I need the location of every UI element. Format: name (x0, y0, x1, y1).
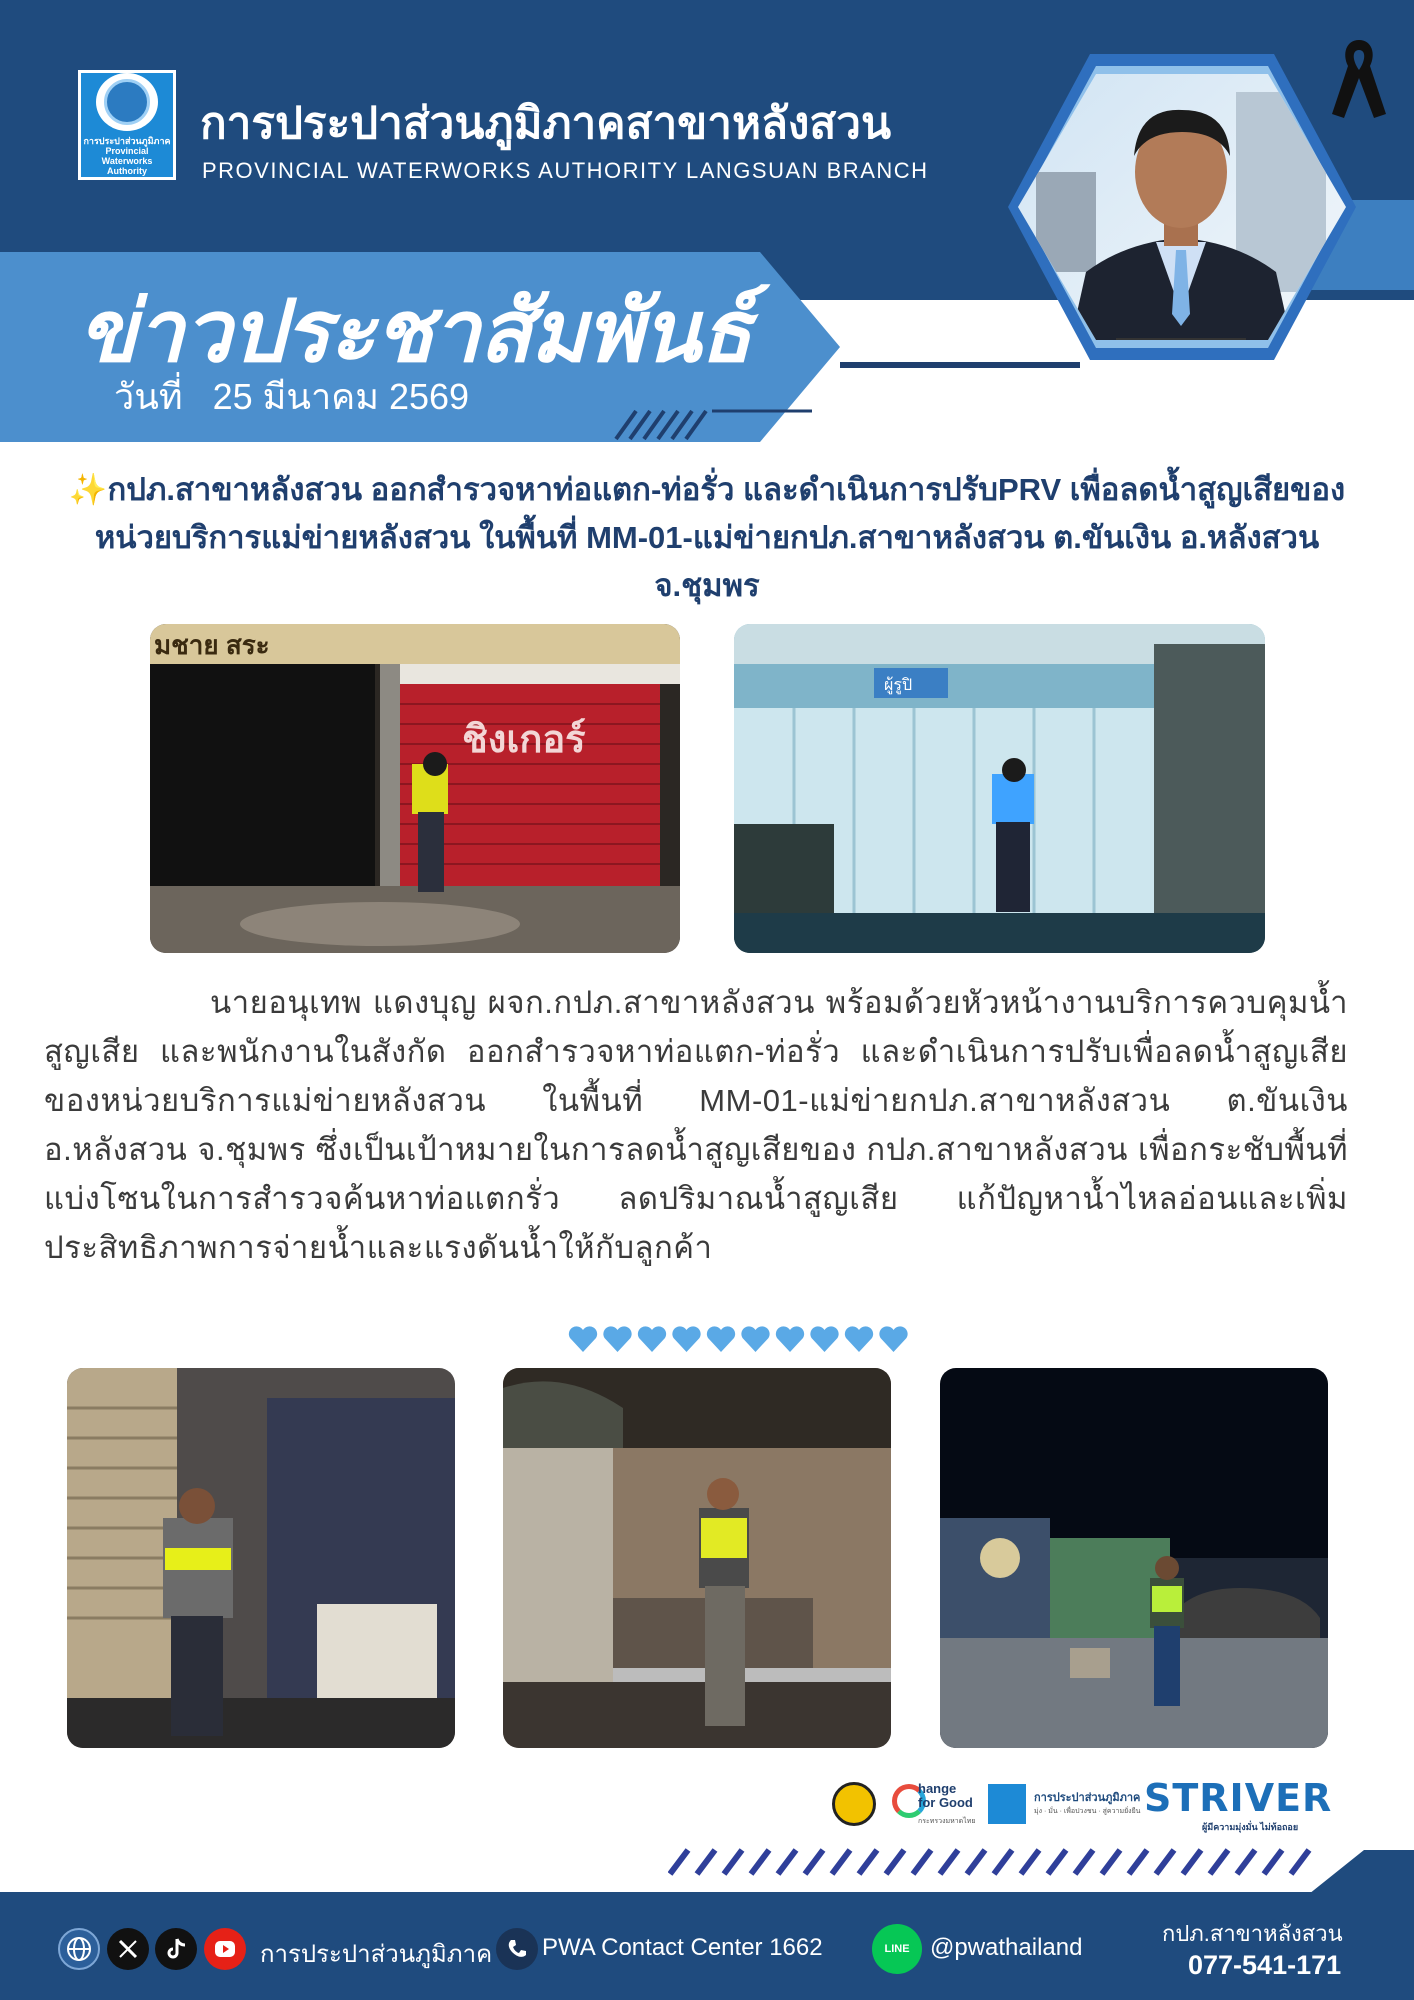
pwa-logo (78, 70, 176, 180)
stripe (1264, 1850, 1282, 1874)
cfg-line2: for Good (918, 1795, 973, 1810)
hearts-row-icon (565, 1320, 915, 1356)
line-badge: LINE (884, 1943, 910, 1955)
partner-logos (828, 1776, 1338, 1832)
shop-sign: ชิงเกอร์ (462, 719, 586, 761)
photo-shopfront-inspection (150, 624, 680, 953)
heart-icon (638, 1326, 666, 1352)
youtube-icon[interactable] (204, 1928, 246, 1970)
pwa-partner-sub: มุ่ง · มั่น · เพื่อปวงชน · สู่ความยั่งยืน (1034, 1808, 1141, 1815)
stripe (1075, 1850, 1093, 1874)
org-name-english: PROVINCIAL WATERWORKS AUTHORITY LANGSUAN BRANCH (202, 158, 929, 183)
wall-sign: ผู้รูปิ (884, 677, 913, 694)
photo-pipe-check (503, 1368, 891, 1748)
stripe (1237, 1850, 1255, 1874)
stripe (886, 1850, 904, 1874)
stripe (778, 1850, 796, 1874)
contact-center[interactable]: PWA Contact Center 1662 (542, 1934, 823, 1961)
stripe (994, 1850, 1012, 1874)
stripe (1129, 1850, 1147, 1874)
striver-text: STRIVER (1144, 1776, 1333, 1820)
pwa-partner-logo (988, 1780, 1141, 1828)
org-name-thai: การประปาส่วนภูมิภาคสาขาหลังสวน (200, 99, 892, 148)
stripe (1291, 1850, 1309, 1874)
change-for-good-logo (892, 1778, 980, 1828)
stripe (805, 1850, 823, 1874)
date-label: วันที่ (114, 376, 183, 417)
cfg-sub: กระทรวงมหาดไทย (918, 1818, 976, 1825)
stripe (1021, 1850, 1039, 1874)
stripe (940, 1850, 958, 1874)
body-paragraph: นายอนุเทพ แดงบุญ ผจก.กปภ.สาขาหลังสวน พร้อมด้วยหัวหน้างานบริการควบคุมน้ำสูญเสีย และพนักงานในสังกัด ออกสำรวจหาท่อแตก-ท่อรั่ว และดำเนินการปรับเพื่อลดน้ำสูญเสียของหน่วยบริการแม่ข่ายหลังสวน ในพื้นที่ MM-01-แม่ข่ายกปภ.สาขาหลังสวน ต.ขันเงิน อ.หลังสวน จ.ชุมพร ซึ่งเป็นเป้าหมายในการลดน้ำสูญเสียของ กปภ.สาขาหลังสวน เพื่อกระชับพื้นที่แบ่งโซนในการสำรวจค้นหาท่อแตกรั่ว ลดปริมาณน้ำสูญเสีย แก้ปัญหาน้ำไหลอ่อนและเพิ่มประสิทธิภาพการจ่ายน้ำและแรงดันน้ำให้กับลูกค้า (44, 985, 1348, 1265)
stripe (967, 1850, 985, 1874)
stripe (751, 1850, 769, 1874)
stripe (859, 1850, 877, 1874)
footer-phone[interactable]: 077-541-171 (1188, 1950, 1342, 1980)
pwa-partner-title: การประปาส่วนภูมิภาค (1034, 1792, 1141, 1804)
date-line (114, 368, 469, 425)
title-divider (840, 362, 1080, 368)
globe-icon[interactable] (58, 1928, 100, 1970)
stripe (1048, 1850, 1066, 1874)
heart-icon (672, 1326, 700, 1352)
heart-icon (707, 1326, 735, 1352)
headline-text: กปภ.สาขาหลังสวน ออกสำรวจหาท่อแตก-ท่อรั่ว และดำเนินการปรับPRV เพื่อลดน้ำสูญเสียของหน่วยบริการแม่ข่ายหลังสวน ในพื้นที่ MM-01-แม่ข่ายกปภ.สาขาหลังสวน ต.ขันเงิน อ.หลังสวน จ.ชุมพร (94, 472, 1346, 603)
headline (40, 466, 1374, 610)
footer-stripes (668, 1848, 1328, 1876)
manager-portrait (1006, 52, 1356, 362)
striver-sub: ผู้มีความมุ่งมั่น ไม่ท้อถอย (1202, 1822, 1299, 1832)
pwa-emblem-icon (96, 73, 158, 131)
royal-emblem-icon (832, 1782, 876, 1826)
line-id[interactable]: @pwathailand (930, 1934, 1083, 1961)
x-twitter-icon[interactable] (107, 1928, 149, 1970)
sparkle-icon: ✨ (68, 472, 108, 507)
date-value: 25 มีนาคม 2569 (212, 376, 470, 417)
page-title: ข่าวประชาสัมพันธ์ (78, 284, 752, 380)
line-icon[interactable] (872, 1924, 922, 1974)
photo-wall-inspection (734, 624, 1265, 953)
social-account-name[interactable]: การประปาส่วนภูมิภาค (260, 1941, 493, 1968)
cfg-line1: hange (918, 1781, 957, 1796)
heart-icon (569, 1326, 597, 1352)
heart-icon (603, 1326, 631, 1352)
heart-icon (776, 1326, 804, 1352)
stripe (832, 1850, 850, 1874)
photo-meter-check (67, 1368, 455, 1748)
stripe (913, 1850, 931, 1874)
stripe (670, 1850, 688, 1874)
logo-caption: การประปาส่วนภูมิภาค Provincial Waterworks Authority (83, 136, 171, 177)
heart-icon (741, 1326, 769, 1352)
stripe (1156, 1850, 1174, 1874)
heart-icon (810, 1326, 838, 1352)
photo-night-survey (940, 1368, 1328, 1748)
heart-icon (845, 1326, 873, 1352)
phone-icon (496, 1928, 538, 1970)
stripe (1210, 1850, 1228, 1874)
stripe (724, 1850, 742, 1874)
stripe (1102, 1850, 1120, 1874)
heart-icon (879, 1326, 907, 1352)
stripe (697, 1850, 715, 1874)
tiktok-icon[interactable] (155, 1928, 197, 1970)
stripe (1183, 1850, 1201, 1874)
storefront-sign: มชาย สระ (154, 630, 270, 660)
decorative-slashes (612, 407, 812, 441)
footer-branch-name: กปภ.สาขาหลังสวน (1162, 1921, 1343, 1946)
striver-logo (1144, 1776, 1333, 1832)
